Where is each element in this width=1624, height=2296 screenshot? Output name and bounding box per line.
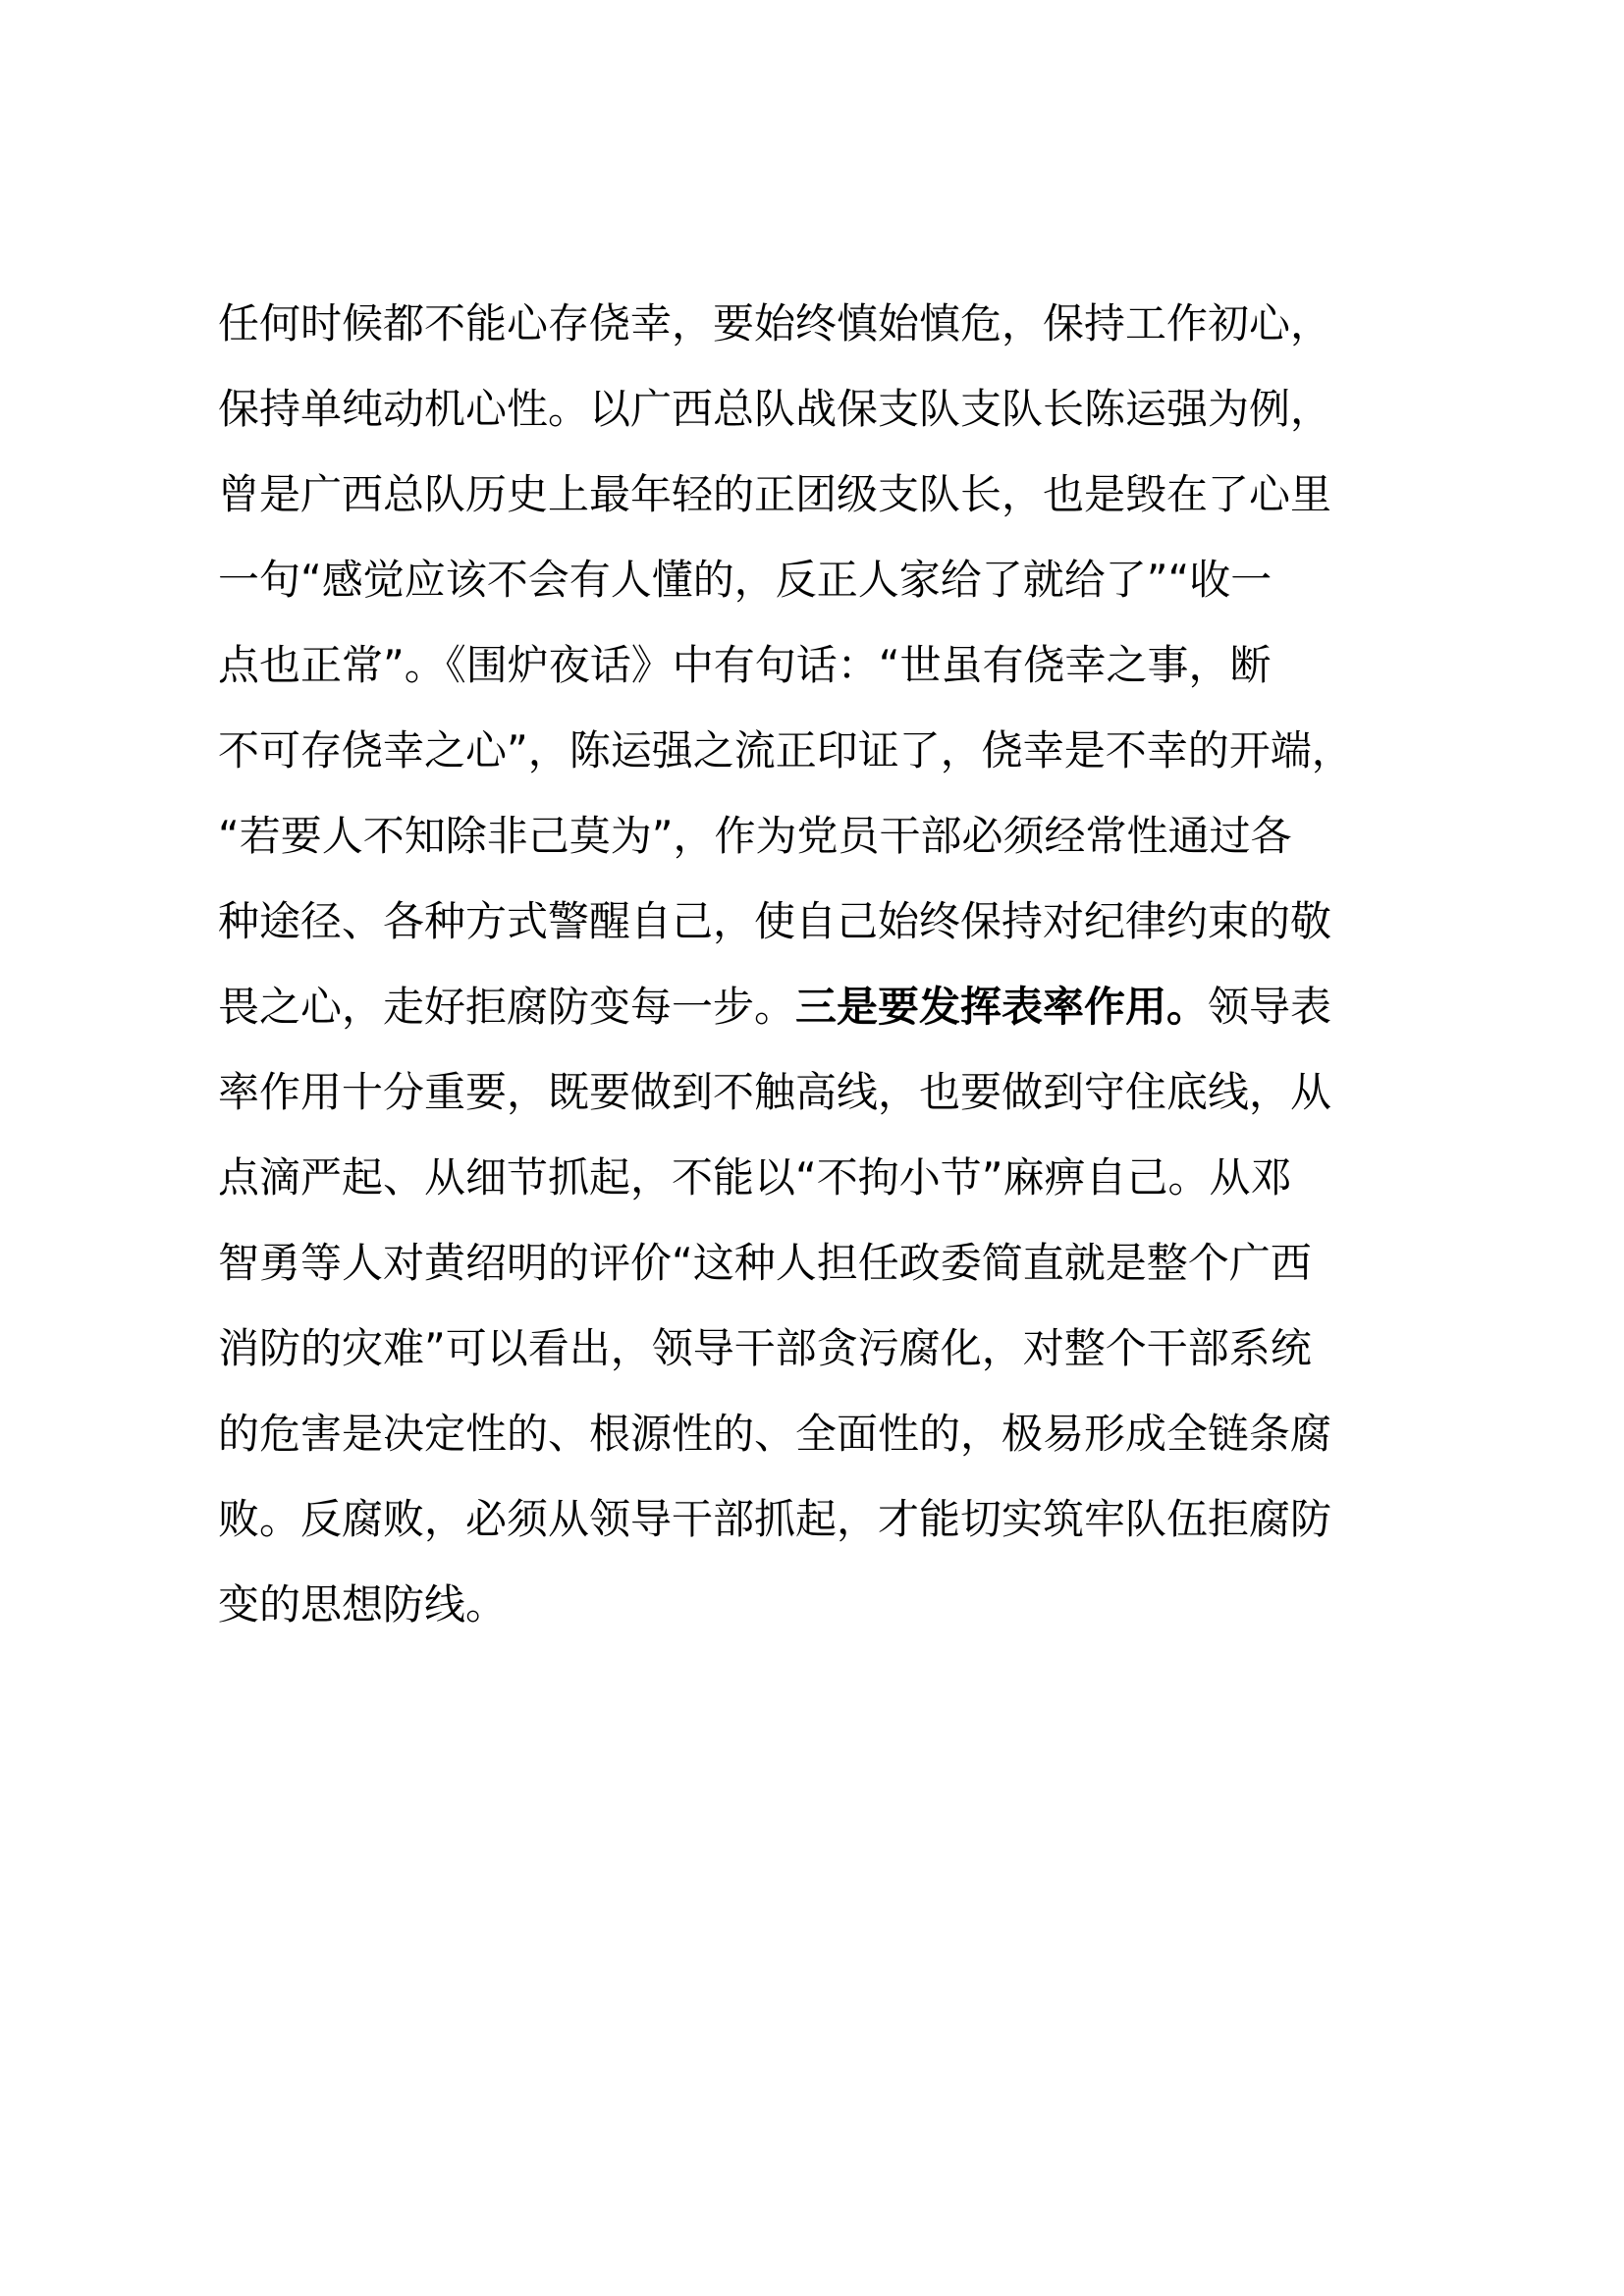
text-line-11: 点滴严起、从细节抓起，不能以“不拘小节”麻痹自己。从邓 bbox=[218, 1153, 1292, 1201]
text-line-4: 一句“感觉应该不会有人懂的，反正人家给了就给了”“收一 bbox=[218, 556, 1272, 604]
text-line-6: 不可存侥幸之心”，陈运强之流正印证了，侥幸是不幸的开端， bbox=[218, 726, 1353, 774]
text-line-8: 种途径、各种方式警醒自己，使自己始终保持对纪律约束的敬 bbox=[218, 897, 1332, 945]
text-line-9-end: 领导表 bbox=[1208, 983, 1332, 1031]
text-line-1: 任何时候都不能心存侥幸，要始终慎始慎危，保持工作初心， bbox=[218, 299, 1332, 347]
bold-heading: 三是要发挥表率作用。 bbox=[795, 983, 1209, 1031]
text-line-3: 曾是广西总队历史上最年轻的正团级支队长，也是毁在了心里 bbox=[218, 470, 1332, 518]
text-line-12: 智勇等人对黄绍明的评价“这种人担任政委简直就是整个广西 bbox=[218, 1239, 1312, 1287]
text-line-13: 消防的灾难”可以看出，领导干部贪污腐化，对整个干部系统 bbox=[218, 1324, 1312, 1372]
text-line-10: 率作用十分重要，既要做到不触高线，也要做到守住底线，从 bbox=[218, 1068, 1332, 1116]
text-line-5: 点也正常”。《围炉夜话》中有句话：“世虽有侥幸之事，断 bbox=[218, 641, 1272, 689]
text-line-9 bbox=[218, 964, 1435, 1049]
text-line-14: 的危害是决定性的、根源性的、全面性的，极易形成全链条腐 bbox=[218, 1410, 1332, 1458]
text-line-7: “若要人不知除非己莫为”，作为党员干部必须经常性通过各 bbox=[218, 812, 1292, 860]
text-line-9-start: 畏之心，走好拒腐防变每一步。 bbox=[218, 983, 796, 1031]
text-line-16: 变的思想防线。 bbox=[218, 1580, 508, 1629]
text-line-2: 保持单纯动机心性。以广西总队战保支队支队长陈运强为例， bbox=[218, 385, 1332, 433]
text-line-15: 败。反腐败，必须从领导干部抓起，才能切实筑牢队伍拒腐防 bbox=[218, 1495, 1332, 1543]
body-text bbox=[218, 281, 1435, 1647]
